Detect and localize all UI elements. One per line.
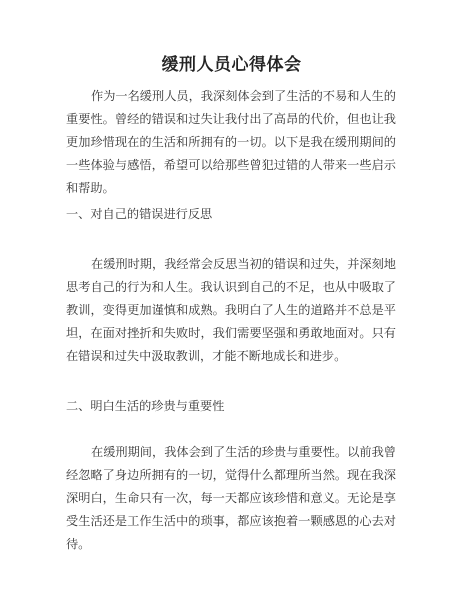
intro-paragraph: 作为一名缓刑人员，我深刻体会到了生活的不易和人生的重要性。曾经的错误和过失让我付出了高昂的代价，但也让我更加珍惜现在的生活和所拥有的一切。以下是我在缓刑期间的一些体验与感悟，希望可以给那些曾犯过错的人带来一些启示和帮助。	[66, 89, 396, 195]
section-heading-2: 二、明白生活的珍贵与重要性	[66, 399, 225, 413]
section-body-1: 在缓刑时期，我经常会反思当初的错误和过失，并深刻地思考自己的行为和人生。我认识到自己的不足，也从中吸取了教训，变得更加谨慎和成熟。我明白了人生的道路并不总是平坦，在面对挫折和失败时，我们需要坚强和勇敢地面对。只有在错误和过失中汲取教训，才能不断地成长和进步。	[66, 257, 396, 363]
section-heading-1: 一、对自己的错误进行反思	[66, 207, 213, 221]
section-body-2: 在缓刑期间，我体会到了生活的珍贵与重要性。以前我曾经忽略了身边所拥有的一切，觉得什么都理所当然。现在我深深明白，生命只有一次，每一天都应该珍惜和意义。无论是享受生活还是工作生活中的琐事，都应该抱着一颗感恩的心去对待。	[66, 445, 396, 551]
document-title: 缓刑人员心得体会	[161, 55, 302, 75]
